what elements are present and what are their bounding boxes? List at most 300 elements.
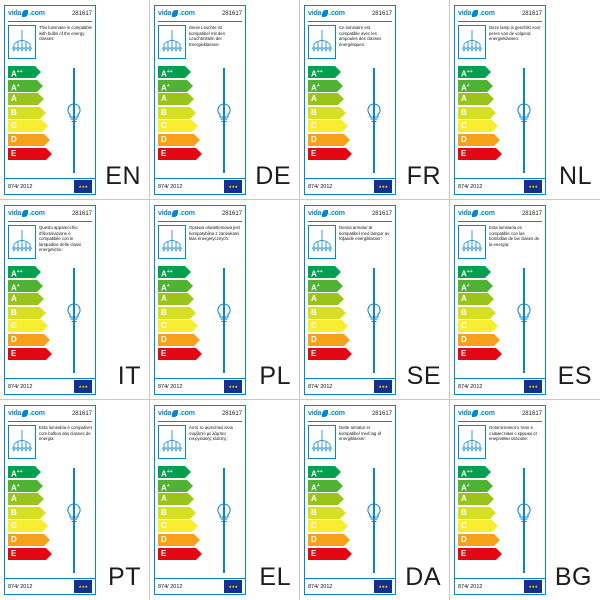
- energy-label-card: [4, 405, 96, 595]
- eu-flag-icon: [524, 180, 542, 193]
- energy-label-card: [304, 405, 396, 595]
- bulb-marker: [213, 502, 235, 526]
- energy-class-bar: [8, 293, 38, 305]
- label-intro: [155, 222, 245, 264]
- label-intro: [305, 222, 395, 264]
- energy-label-cell: [0, 0, 150, 200]
- energy-class-bar: [158, 320, 192, 332]
- energy-scale: [155, 464, 245, 576]
- luminaire-pictogram: [158, 225, 186, 259]
- energy-label-card: [4, 205, 96, 395]
- luminaire-pictogram: [308, 425, 336, 459]
- energy-label-cell: [150, 400, 300, 600]
- eu-stars: ★★★: [228, 183, 238, 189]
- regulation-number: 874/ 2012: [158, 183, 183, 190]
- energy-class-plus: ++: [16, 269, 23, 275]
- bulb-marker: [363, 102, 385, 126]
- energy-class-bar: [308, 348, 346, 360]
- energy-scale: [455, 464, 545, 576]
- label-header: [155, 206, 245, 221]
- bulb-arrow-icon: [213, 302, 235, 326]
- energy-class-letter: A: [161, 469, 167, 479]
- energy-class-letter: A: [11, 269, 17, 279]
- energy-class-bar: [158, 534, 194, 546]
- energy-class-bar: [458, 280, 487, 292]
- leaf-icon: [472, 410, 478, 417]
- energy-class-letter: D: [11, 334, 17, 344]
- energy-class-bar: [308, 293, 338, 305]
- regulation-number: 874/ 2012: [158, 383, 183, 390]
- bulb-indicator: [359, 468, 389, 573]
- energy-class-bar: [308, 320, 342, 332]
- energy-class-letter: A: [311, 494, 317, 504]
- label-header: [455, 6, 545, 21]
- brand-name: vida: [8, 410, 22, 417]
- energy-class-letter: A: [11, 283, 17, 293]
- leaf-icon: [22, 10, 28, 17]
- product-code: 281617: [371, 210, 392, 217]
- energy-bars: [458, 266, 504, 360]
- energy-class-bar: [8, 80, 37, 92]
- label-header: [5, 206, 95, 221]
- label-header: [455, 206, 545, 221]
- energy-class-bar: [8, 466, 35, 478]
- bulb-marker: [513, 102, 535, 126]
- energy-class-bar: [8, 307, 40, 319]
- bulb-indicator: [509, 268, 539, 373]
- language-code: BG: [554, 563, 592, 591]
- eu-flag-icon: [374, 580, 392, 593]
- energy-label-card: [304, 5, 396, 195]
- label-footer: [5, 378, 95, 394]
- energy-class-plus: +: [16, 282, 20, 289]
- energy-class-bar: [8, 480, 37, 492]
- energy-class-bar: [458, 307, 490, 319]
- energy-class-letter: A: [461, 494, 467, 504]
- energy-class-letter: D: [461, 334, 467, 344]
- energy-class-letter: B: [161, 107, 167, 117]
- energy-scale: [455, 264, 545, 376]
- energy-class-letter: C: [461, 321, 467, 331]
- language-code: EL: [259, 563, 291, 591]
- energy-class-bar: [158, 107, 190, 119]
- energy-class-bar: [8, 134, 44, 146]
- compatibility-text: This luminaire is compatible with bulbs of the energy classes:: [39, 25, 92, 41]
- bulb-marker: [63, 102, 85, 126]
- brand-logo: [458, 210, 495, 217]
- energy-bars: [308, 266, 354, 360]
- product-code: 281617: [71, 410, 92, 417]
- leaf-icon: [172, 10, 178, 17]
- energy-class-letter: E: [311, 348, 317, 358]
- energy-class-bar: [158, 80, 187, 92]
- energy-class-letter: A: [461, 69, 467, 79]
- energy-scale: [155, 64, 245, 176]
- energy-class-bar: [458, 148, 496, 160]
- bulb-marker: [63, 302, 85, 326]
- label-footer: [155, 578, 245, 594]
- energy-class-letter: A: [311, 94, 317, 104]
- energy-class-letter: D: [311, 534, 317, 544]
- energy-class-letter: A: [11, 69, 17, 79]
- energy-class-letter: A: [461, 294, 467, 304]
- energy-class-letter: D: [11, 134, 17, 144]
- energy-class-bar: [308, 507, 340, 519]
- eu-stars: ★★★: [528, 183, 538, 189]
- compatibility-text: Esta luminária é compatível com bolbos das classes de energia:: [39, 425, 92, 441]
- leaf-icon: [172, 210, 178, 217]
- energy-class-bar: [458, 120, 492, 132]
- regulation-number: 874/ 2012: [8, 583, 33, 590]
- energy-label-cell: [300, 200, 450, 400]
- energy-class-bar: [458, 93, 488, 105]
- energy-class-letter: B: [461, 507, 467, 517]
- product-code: 281617: [521, 410, 542, 417]
- bulb-marker: [363, 302, 385, 326]
- bulb-indicator: [509, 68, 539, 173]
- energy-class-letter: E: [161, 348, 167, 358]
- energy-class-letter: C: [11, 521, 17, 531]
- chandelier-icon: [160, 428, 184, 456]
- label-footer: [455, 178, 545, 194]
- brand-name: vida: [458, 10, 472, 17]
- energy-class-plus: +: [16, 482, 20, 489]
- label-footer: [155, 178, 245, 194]
- brand-name: vida: [458, 410, 472, 417]
- brand-suffix: .com: [479, 10, 495, 17]
- brand-name: vida: [308, 410, 322, 417]
- energy-scale: [305, 464, 395, 576]
- language-code: NL: [559, 162, 592, 190]
- luminaire-pictogram: [8, 25, 36, 59]
- language-code: DA: [405, 563, 441, 591]
- energy-class-letter: A: [11, 483, 17, 493]
- energy-class-letter: B: [11, 507, 17, 517]
- eu-flag-icon: [224, 380, 242, 393]
- label-header: [455, 406, 545, 421]
- energy-class-bar: [158, 334, 194, 346]
- energy-class-bar: [8, 266, 35, 278]
- energy-class-bar: [8, 120, 42, 132]
- label-intro: [455, 22, 545, 64]
- energy-class-bar: [308, 307, 340, 319]
- brand-suffix: .com: [179, 210, 195, 217]
- energy-label-card: [4, 5, 96, 195]
- brand-logo: [158, 10, 195, 17]
- energy-bars: [458, 66, 504, 160]
- language-code: EN: [105, 162, 141, 190]
- energy-class-plus: ++: [166, 269, 173, 275]
- label-footer: [5, 178, 95, 194]
- energy-class-letter: C: [161, 321, 167, 331]
- brand-suffix: .com: [329, 10, 345, 17]
- energy-class-bar: [458, 293, 488, 305]
- energy-class-plus: ++: [316, 269, 323, 275]
- regulation-number: 874/ 2012: [308, 383, 333, 390]
- energy-class-letter: E: [11, 348, 17, 358]
- energy-class-bar: [308, 120, 342, 132]
- energy-class-plus: ++: [166, 69, 173, 75]
- energy-class-letter: A: [311, 469, 317, 479]
- label-header: [155, 6, 245, 21]
- brand-logo: [8, 10, 45, 17]
- energy-scale: [455, 64, 545, 176]
- luminaire-pictogram: [8, 225, 36, 259]
- energy-bars: [8, 466, 54, 560]
- eu-flag-icon: [224, 180, 242, 193]
- regulation-number: 874/ 2012: [458, 183, 483, 190]
- energy-bars: [8, 266, 54, 360]
- energy-class-bar: [458, 493, 488, 505]
- regulation-number: 874/ 2012: [308, 583, 333, 590]
- energy-class-plus: ++: [466, 69, 473, 75]
- energy-class-bar: [8, 93, 38, 105]
- energy-class-bar: [8, 548, 46, 560]
- energy-label-card: [304, 205, 396, 395]
- energy-label-cell: [300, 400, 450, 600]
- energy-class-letter: A: [461, 469, 467, 479]
- energy-class-letter: C: [311, 521, 317, 531]
- energy-class-letter: D: [161, 134, 167, 144]
- label-footer: [455, 378, 545, 394]
- energy-label-card: [154, 5, 246, 195]
- energy-class-bar: [458, 107, 490, 119]
- energy-bars: [8, 66, 54, 160]
- energy-label-card: [454, 205, 546, 395]
- energy-class-letter: A: [311, 269, 317, 279]
- energy-class-bar: [308, 534, 344, 546]
- bulb-indicator: [209, 268, 239, 373]
- brand-suffix: .com: [329, 410, 345, 417]
- bulb-marker: [513, 502, 535, 526]
- chandelier-icon: [460, 228, 484, 256]
- bulb-arrow-icon: [63, 502, 85, 526]
- energy-class-letter: A: [461, 483, 467, 493]
- energy-scale: [155, 264, 245, 376]
- energy-class-letter: C: [11, 321, 17, 331]
- bulb-arrow-icon: [513, 102, 535, 126]
- energy-class-bar: [158, 307, 190, 319]
- energy-class-letter: A: [161, 83, 167, 93]
- energy-class-letter: E: [11, 548, 17, 558]
- luminaire-pictogram: [158, 25, 186, 59]
- chandelier-icon: [310, 28, 334, 56]
- label-intro: [155, 422, 245, 464]
- energy-class-letter: C: [311, 121, 317, 131]
- energy-bars: [458, 466, 504, 560]
- energy-class-letter: D: [161, 334, 167, 344]
- energy-class-letter: A: [161, 494, 167, 504]
- energy-class-bar: [158, 520, 192, 532]
- energy-class-letter: C: [461, 121, 467, 131]
- energy-class-plus: +: [466, 82, 470, 89]
- energy-class-plus: +: [316, 282, 320, 289]
- product-code: 281617: [521, 10, 542, 17]
- brand-name: vida: [158, 210, 172, 217]
- energy-label-cell: [0, 200, 150, 400]
- energy-class-bar: [308, 480, 337, 492]
- energy-scale: [5, 64, 95, 176]
- regulation-number: 874/ 2012: [8, 383, 33, 390]
- energy-label-card: [454, 5, 546, 195]
- bulb-arrow-icon: [213, 102, 235, 126]
- energy-class-plus: ++: [166, 469, 173, 475]
- energy-class-bar: [158, 66, 185, 78]
- energy-class-letter: D: [311, 334, 317, 344]
- energy-scale: [305, 264, 395, 376]
- energy-label-cell: [0, 400, 150, 600]
- energy-class-bar: [308, 66, 335, 78]
- label-footer: [305, 378, 395, 394]
- energy-class-letter: A: [161, 269, 167, 279]
- energy-bars: [308, 466, 354, 560]
- label-footer: [305, 178, 395, 194]
- energy-class-bar: [158, 348, 196, 360]
- eu-stars: ★★★: [528, 583, 538, 589]
- energy-class-bar: [8, 348, 46, 360]
- energy-class-letter: C: [11, 121, 17, 131]
- chandelier-icon: [10, 428, 34, 456]
- energy-class-plus: ++: [466, 469, 473, 475]
- regulation-number: 874/ 2012: [458, 383, 483, 390]
- energy-class-letter: B: [461, 107, 467, 117]
- energy-scale: [5, 264, 95, 376]
- label-intro: [5, 422, 95, 464]
- bulb-marker: [363, 502, 385, 526]
- brand-logo: [8, 210, 45, 217]
- leaf-icon: [22, 210, 28, 217]
- energy-class-bar: [158, 493, 188, 505]
- bulb-arrow-icon: [63, 102, 85, 126]
- brand-name: vida: [158, 10, 172, 17]
- brand-logo: [8, 410, 45, 417]
- luminaire-pictogram: [458, 225, 486, 259]
- bulb-indicator: [59, 268, 89, 373]
- language-code: FR: [406, 162, 441, 190]
- eu-stars: ★★★: [78, 183, 88, 189]
- brand-suffix: .com: [329, 210, 345, 217]
- energy-class-letter: E: [461, 548, 467, 558]
- energy-class-bar: [308, 80, 337, 92]
- leaf-icon: [322, 10, 328, 17]
- energy-class-letter: D: [311, 134, 317, 144]
- bulb-indicator: [209, 468, 239, 573]
- energy-class-bar: [308, 148, 346, 160]
- energy-class-bar: [8, 280, 37, 292]
- label-intro: [455, 422, 545, 464]
- energy-class-plus: ++: [16, 469, 23, 475]
- eu-stars: ★★★: [378, 383, 388, 389]
- brand-suffix: .com: [29, 10, 45, 17]
- energy-class-letter: A: [161, 483, 167, 493]
- energy-class-bar: [458, 548, 496, 560]
- energy-class-bar: [308, 493, 338, 505]
- luminaire-pictogram: [8, 425, 36, 459]
- label-header: [305, 206, 395, 221]
- energy-class-bar: [458, 507, 490, 519]
- product-code: 281617: [71, 10, 92, 17]
- energy-class-letter: D: [461, 134, 467, 144]
- energy-class-letter: A: [161, 294, 167, 304]
- energy-class-bar: [458, 266, 485, 278]
- energy-class-letter: A: [161, 94, 167, 104]
- label-intro: [305, 422, 395, 464]
- regulation-number: 874/ 2012: [308, 183, 333, 190]
- label-intro: [305, 22, 395, 64]
- brand-logo: [458, 10, 495, 17]
- bulb-indicator: [209, 68, 239, 173]
- brand-logo: [458, 410, 495, 417]
- energy-class-plus: ++: [16, 69, 23, 75]
- energy-class-bar: [308, 520, 342, 532]
- energy-class-letter: A: [11, 494, 17, 504]
- language-code: ES: [557, 362, 592, 390]
- energy-label-cell: [450, 0, 600, 200]
- energy-class-letter: A: [461, 94, 467, 104]
- energy-class-letter: A: [461, 269, 467, 279]
- brand-suffix: .com: [179, 10, 195, 17]
- compatibility-text: Αυτό το φωτιστικό είναι συμβατό με λάμπες ενεργειακής κλάσης:: [189, 425, 233, 441]
- energy-class-bar: [158, 280, 187, 292]
- energy-class-bar: [308, 334, 344, 346]
- bulb-indicator: [59, 68, 89, 173]
- energy-class-bar: [458, 480, 487, 492]
- bulb-indicator: [359, 68, 389, 173]
- energy-class-bar: [308, 107, 340, 119]
- bulb-arrow-icon: [513, 502, 535, 526]
- brand-name: vida: [8, 210, 22, 217]
- energy-class-letter: B: [11, 307, 17, 317]
- energy-class-letter: A: [461, 283, 467, 293]
- energy-class-plus: +: [466, 282, 470, 289]
- energy-label-card: [154, 405, 246, 595]
- energy-class-letter: B: [161, 307, 167, 317]
- regulation-number: 874/ 2012: [458, 583, 483, 590]
- language-code: SE: [406, 362, 441, 390]
- energy-class-plus: ++: [316, 69, 323, 75]
- chandelier-icon: [160, 228, 184, 256]
- bulb-marker: [513, 302, 535, 326]
- energy-class-letter: E: [161, 148, 167, 158]
- energy-class-letter: B: [311, 307, 317, 317]
- energy-class-letter: E: [311, 548, 317, 558]
- energy-class-letter: D: [161, 534, 167, 544]
- brand-name: vida: [308, 210, 322, 217]
- luminaire-pictogram: [458, 425, 486, 459]
- energy-class-letter: A: [161, 283, 167, 293]
- energy-class-letter: D: [11, 534, 17, 544]
- energy-class-letter: A: [11, 294, 17, 304]
- language-code: PT: [108, 563, 141, 591]
- brand-suffix: .com: [29, 210, 45, 217]
- bulb-arrow-icon: [363, 102, 385, 126]
- energy-class-bar: [308, 93, 338, 105]
- energy-class-letter: E: [311, 148, 317, 158]
- leaf-icon: [172, 410, 178, 417]
- energy-class-bar: [158, 480, 187, 492]
- energy-class-bar: [458, 66, 485, 78]
- leaf-icon: [22, 410, 28, 417]
- brand-logo: [308, 10, 345, 17]
- energy-class-letter: B: [461, 307, 467, 317]
- label-footer: [455, 578, 545, 594]
- energy-label-card: [154, 205, 246, 395]
- chandelier-icon: [460, 428, 484, 456]
- compatibility-text: Diese Leuchte ist kompatibel mit den Leuchtmitteln der Energieklassen:: [189, 25, 226, 47]
- energy-class-letter: B: [11, 107, 17, 117]
- bulb-marker: [213, 302, 235, 326]
- energy-label-cell: [450, 200, 600, 400]
